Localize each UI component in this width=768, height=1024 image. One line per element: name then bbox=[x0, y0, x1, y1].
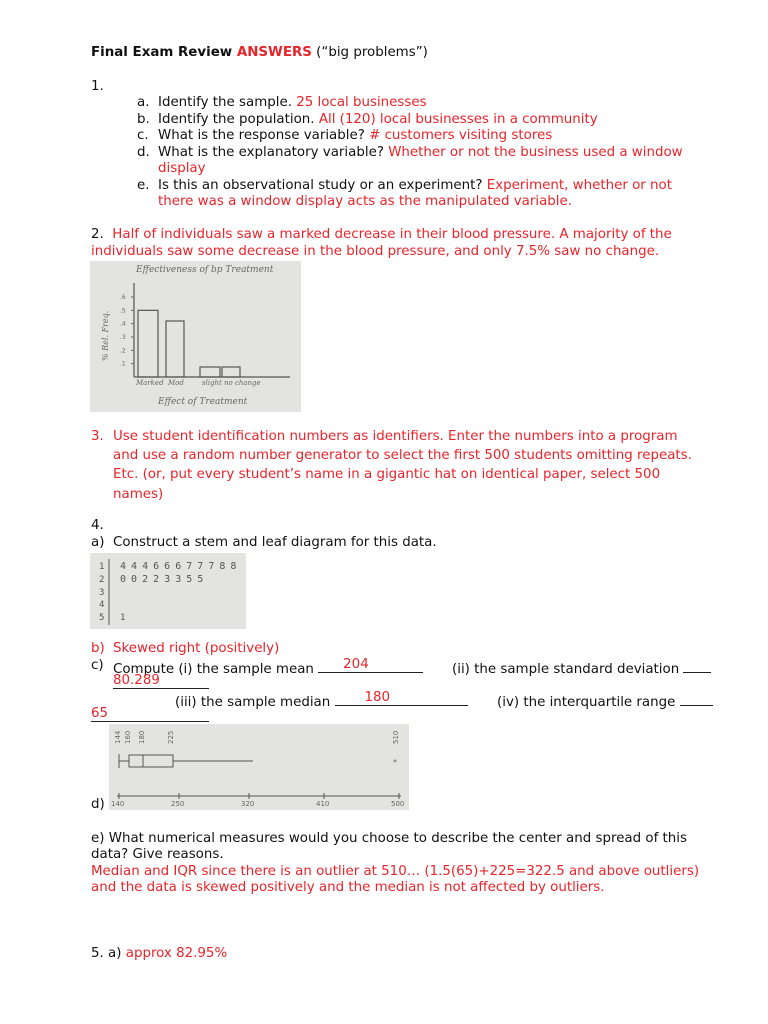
bp-treatment-chart-photo bbox=[90, 261, 301, 412]
chart-category-label: Mod bbox=[168, 379, 184, 387]
chart-ytick-label: .3 bbox=[120, 334, 126, 341]
q1b-answer: All (120) local businesses in a community bbox=[318, 112, 598, 127]
q1e-question: Is this an observational study or an experiment? bbox=[158, 178, 487, 193]
boxplot-outlier-mark: * bbox=[393, 758, 397, 767]
q4b-answer: Skewed right (positively) bbox=[113, 641, 280, 656]
title-suffix: (“big problems”) bbox=[311, 45, 428, 60]
q4d-label: d) bbox=[91, 797, 105, 812]
chart-ytick-label: .5 bbox=[120, 307, 126, 315]
boxplot-axis-tick-label: 250 bbox=[171, 800, 185, 808]
chart-title: Effectiveness of bp Treatment bbox=[136, 265, 274, 275]
q4e-answer1: Median and IQR since there is an outlier at 510… (1.5(65)+225=322.5 and above outliers) bbox=[91, 864, 700, 879]
q3-line2: and use a random number generator to select the first 500 students omitting repeats. bbox=[113, 448, 692, 463]
q1d-answer-line2: display bbox=[158, 161, 206, 176]
q1d-question: What is the explanatory variable? bbox=[158, 145, 389, 160]
q1e-answer: Experiment, whether or not bbox=[486, 178, 672, 193]
q4a-label: a) bbox=[91, 535, 105, 550]
q5-label: 5. a) bbox=[91, 946, 126, 961]
title-prefix: Final Exam Review bbox=[91, 45, 237, 60]
q1a-letter: a. bbox=[137, 95, 150, 110]
q4c-iqr-prompt: (iv) the interquartile range bbox=[497, 695, 680, 710]
chart-ytick-label: .4 bbox=[120, 320, 126, 328]
chart-ytick-label: .6 bbox=[120, 294, 126, 301]
stem-1: 1 bbox=[99, 562, 105, 572]
q4a-text: Construct a stem and leaf diagram for this data. bbox=[113, 535, 437, 550]
q4-number: 4. bbox=[91, 518, 104, 533]
chart-bar bbox=[200, 367, 220, 377]
q1e-answer-line2: there was a window display acts as the manipulated variable. bbox=[158, 194, 573, 209]
chart-ytick-label: .1 bbox=[120, 360, 126, 368]
q5-line bbox=[91, 946, 227, 963]
q1b-line bbox=[158, 112, 598, 129]
q4c-mean-prompt: Compute (i) the sample mean bbox=[113, 662, 319, 677]
boxplot-box bbox=[129, 755, 173, 767]
chart-xlabel: Effect of Treatment bbox=[158, 397, 248, 407]
q2-answer-line2: individuals saw some decrease in the blood pressure, and only 7.5% saw no change. bbox=[91, 244, 660, 259]
q1d-line bbox=[158, 145, 683, 162]
q3-line3: Etc. (or, put every student’s name in a gigantic hat on identical paper, select 500 bbox=[113, 467, 661, 482]
title-answers: ANSWERS bbox=[236, 45, 312, 60]
q3-line4: names) bbox=[113, 487, 164, 502]
boxplot-axis-tick-label: 140 bbox=[111, 800, 125, 808]
mean-blank bbox=[318, 658, 423, 673]
q4c-sd-prompt-wrap bbox=[452, 658, 711, 679]
q1e-line bbox=[158, 178, 672, 195]
chart-bar bbox=[222, 367, 240, 377]
iqr-blank-start bbox=[680, 691, 713, 706]
iqr-blank bbox=[91, 707, 209, 722]
stem-5: 5 bbox=[99, 613, 105, 623]
boxplot-label-median: 180 bbox=[138, 730, 146, 744]
boxplot-label-outlier: 510 bbox=[392, 730, 400, 744]
q2-answer-line1: Half of individuals saw a marked decrease in their blood pressure. A majority of the bbox=[112, 227, 672, 242]
leaves-2: 0 0 2 2 3 3 5 5 bbox=[120, 574, 203, 585]
sd-blank bbox=[113, 674, 209, 689]
q4c-sd-prompt: (ii) the sample standard deviation bbox=[452, 662, 684, 677]
q4c-iqr-prompt-wrap bbox=[497, 691, 713, 712]
q1a-line bbox=[158, 95, 427, 112]
median-answer: 180 bbox=[364, 690, 391, 705]
leaves-1: 4 4 4 6 6 6 7 7 7 8 8 bbox=[120, 561, 236, 572]
q4e-line1: e) What numerical measures would you choose to describe the center and spread of this bbox=[91, 831, 687, 846]
page-title bbox=[91, 45, 428, 62]
q4c-median-prompt: (iii) the sample median bbox=[175, 695, 335, 710]
q1c-question: What is the response variable? bbox=[158, 128, 370, 143]
q1b-question: Identify the population. bbox=[158, 112, 319, 127]
boxplot-axis-tick-label: 410 bbox=[316, 800, 330, 808]
q1b-letter: b. bbox=[137, 112, 150, 127]
boxplot bbox=[109, 724, 409, 810]
iqr-answer: 65 bbox=[91, 706, 109, 721]
stem-3: 3 bbox=[99, 588, 105, 598]
boxplot-label-min: 144 bbox=[114, 730, 122, 744]
q1a-answer: 25 local businesses bbox=[296, 95, 427, 110]
chart-bar bbox=[166, 321, 184, 377]
chart-bar bbox=[138, 310, 158, 377]
sd-answer: 80.289 bbox=[113, 673, 160, 688]
q4e-line2: data? Give reasons. bbox=[91, 847, 224, 862]
boxplot-axis-tick-label: 320 bbox=[241, 800, 255, 808]
stem-2: 2 bbox=[99, 575, 105, 585]
q5-answer: approx 82.95% bbox=[125, 946, 228, 961]
sd-blank-start bbox=[683, 658, 711, 673]
q2-line1 bbox=[91, 227, 672, 244]
q1e-letter: e. bbox=[137, 178, 150, 193]
q2-number: 2. bbox=[91, 227, 104, 242]
q4e-answer2: and the data is skewed positively and the median is not affected by outliers. bbox=[91, 880, 605, 895]
q4c-label: c) bbox=[91, 658, 104, 673]
q1c-letter: c. bbox=[137, 128, 149, 143]
q3-number: 3. bbox=[91, 429, 104, 444]
chart-ylabel: % Rel. Freq. bbox=[101, 310, 110, 361]
chart-category-label: no change bbox=[224, 379, 261, 387]
mean-answer: 204 bbox=[343, 657, 369, 672]
boxplot-axis-tick-label: 500 bbox=[391, 800, 405, 808]
median-blank bbox=[335, 691, 468, 706]
chart-ytick-label: .2 bbox=[120, 347, 126, 355]
q1c-answer: # customers visiting stores bbox=[369, 128, 553, 143]
stem-leaf-diagram bbox=[90, 553, 246, 629]
bp-treatment-chart bbox=[90, 261, 301, 412]
boxplot-label-q3: 225 bbox=[167, 730, 175, 744]
q1-number: 1. bbox=[91, 79, 104, 94]
stem-leaf-photo bbox=[90, 553, 246, 629]
leaves-5: 1 bbox=[120, 613, 126, 623]
q1d-answer: Whether or not the business used a window bbox=[388, 145, 683, 160]
chart-category-label: Marked bbox=[136, 379, 164, 387]
q4c-median-line bbox=[175, 691, 468, 712]
q1c-line bbox=[158, 128, 552, 145]
q1d-letter: d. bbox=[137, 145, 150, 160]
boxplot-photo bbox=[109, 724, 409, 810]
boxplot-label-q1: 160 bbox=[124, 730, 132, 744]
q4b-label: b) bbox=[91, 641, 105, 656]
q3-line1: Use student identification numbers as identifiers. Enter the numbers into a program bbox=[113, 429, 678, 444]
q1a-question: Identify the sample. bbox=[158, 95, 297, 110]
chart-category-label: slight bbox=[202, 379, 222, 387]
stem-4: 4 bbox=[99, 600, 105, 610]
